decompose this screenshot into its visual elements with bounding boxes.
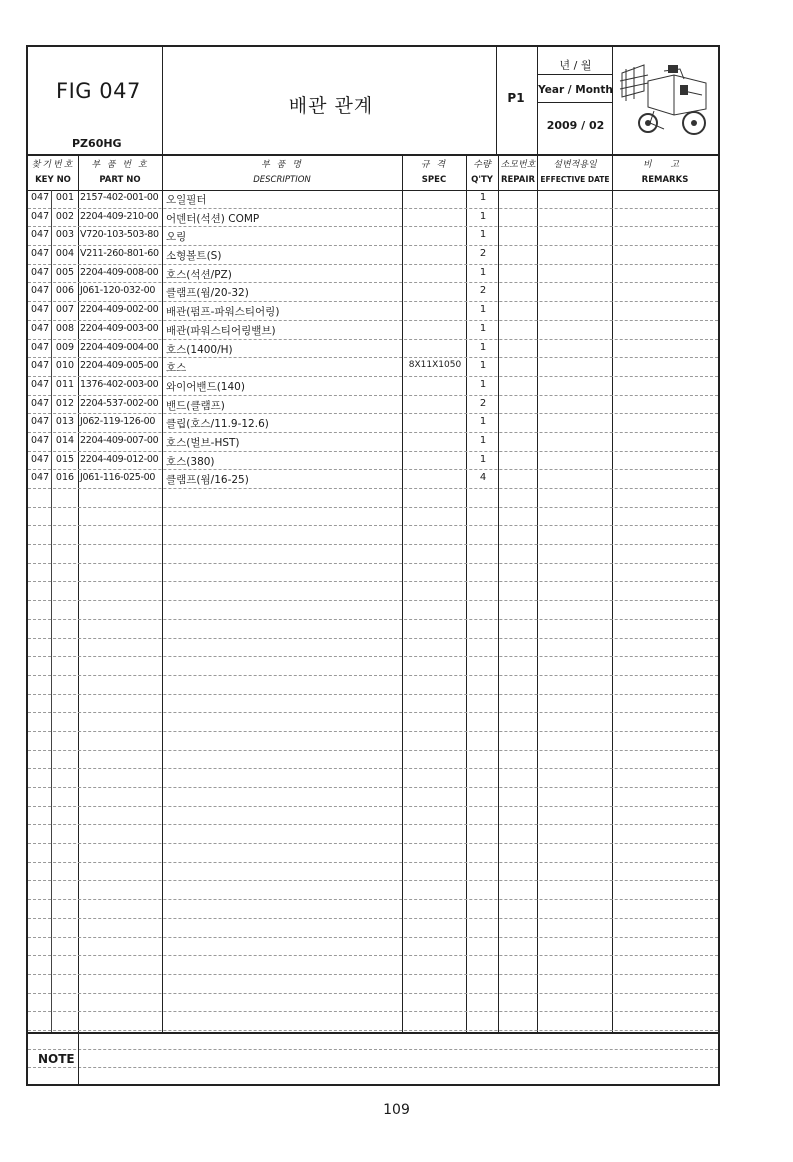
year-month-label-en: Year / Month	[538, 84, 613, 96]
qty-cell: 1	[479, 229, 487, 241]
col-repair-en: REPAIR	[500, 175, 536, 185]
table-row	[28, 452, 718, 471]
table-row	[28, 265, 718, 284]
parts-list-sheet	[26, 45, 720, 1086]
table-row	[28, 209, 718, 228]
col-spec-en: SPEC	[421, 175, 447, 185]
table-row	[28, 582, 718, 601]
spec-cell: 8X11X1050	[408, 360, 462, 371]
description-cell: 호스(380)	[166, 455, 215, 468]
table-row	[28, 919, 718, 938]
description-cell: 배관(파워스티어링밸브)	[166, 324, 276, 337]
description-cell: 밴드(클램프)	[166, 399, 225, 412]
part-no-cell: 2204-409-012-00	[80, 453, 159, 465]
table-row	[28, 564, 718, 583]
col-remarks-ko: 비 고	[642, 160, 688, 170]
table-row	[28, 396, 718, 415]
table-row	[28, 414, 718, 433]
part-no-cell: V720-103-503-80	[80, 229, 159, 241]
part-no-cell: 2204-409-007-00	[80, 434, 159, 446]
key-no-cell: 015	[55, 453, 75, 465]
table-row	[28, 620, 718, 639]
table-row	[28, 470, 718, 489]
key-fig-cell: 047	[31, 285, 50, 297]
table-row	[28, 508, 718, 527]
description-cell: 오일필터	[166, 194, 207, 206]
key-no-cell: 003	[55, 229, 75, 241]
key-fig-cell: 047	[31, 434, 50, 446]
qty-cell: 1	[479, 378, 487, 390]
table-row	[28, 489, 718, 508]
key-fig-cell: 047	[31, 397, 50, 409]
table-row	[28, 788, 718, 807]
key-fig-cell: 047	[31, 341, 50, 353]
key-no-cell: 014	[55, 434, 75, 446]
qty-cell: 1	[479, 266, 487, 278]
description-cell: 어덴터(석션) COMP	[166, 212, 260, 225]
description-cell: 호스(석션/PZ)	[166, 268, 232, 281]
key-fig-cell: 047	[31, 453, 50, 465]
part-no-cell: 2204-537-002-00	[80, 397, 159, 409]
key-fig-cell: 047	[31, 322, 50, 334]
description-cell: 배관(펌프-파워스티어링)	[166, 306, 280, 319]
description-cell: 클립(호스/11.9-12.6)	[166, 418, 269, 431]
qty-cell: 1	[479, 434, 487, 446]
qty-cell: 1	[479, 453, 487, 465]
page-number: 109	[383, 1102, 410, 1118]
key-fig-cell: 047	[31, 378, 50, 390]
key-no-cell: 004	[55, 248, 75, 260]
table-row	[28, 956, 718, 975]
description-cell: 클램프(웜/16-25)	[166, 474, 249, 487]
table-row	[28, 283, 718, 302]
key-fig-cell: 047	[31, 472, 50, 484]
table-row	[28, 732, 718, 751]
table-row	[28, 190, 718, 209]
table-row	[28, 545, 718, 564]
part-no-cell: 2204-409-002-00	[80, 304, 159, 316]
qty-cell: 1	[479, 322, 487, 334]
key-no-cell: 007	[55, 304, 75, 316]
part-no-cell: 2204-409-210-00	[80, 210, 159, 222]
table-row	[28, 769, 718, 788]
table-row	[28, 844, 718, 863]
qty-cell: 4	[479, 472, 487, 484]
table-row	[28, 433, 718, 452]
description-cell: 호스(1400/H)	[166, 343, 233, 356]
qty-cell: 2	[479, 285, 487, 297]
model-name: PZ60HG	[72, 137, 122, 150]
col-key-en: KEY NO	[35, 175, 71, 185]
col-effective-en: EFFECTIVE DATE	[540, 175, 610, 184]
description-cell: 소형볼트(S)	[166, 250, 222, 263]
key-fig-cell: 047	[31, 360, 50, 372]
key-no-cell: 011	[55, 378, 75, 390]
key-fig-cell: 047	[31, 192, 50, 203]
key-no-cell: 006	[55, 285, 75, 297]
col-qty-en: Q'TY	[471, 175, 493, 185]
column-header-row	[28, 154, 718, 191]
col-desc-ko: 부 품 명	[261, 160, 303, 170]
table-row	[28, 881, 718, 900]
table-row	[28, 695, 718, 714]
key-fig-cell: 047	[31, 266, 50, 278]
key-no-cell: 013	[55, 416, 75, 428]
table-row	[28, 601, 718, 620]
part-no-cell: V211-260-801-60	[80, 248, 159, 260]
key-fig-cell: 047	[31, 229, 50, 241]
table-row	[28, 938, 718, 957]
table-row	[28, 900, 718, 919]
qty-cell: 1	[479, 304, 487, 316]
table-row	[28, 526, 718, 545]
col-part-en: PART NO	[99, 175, 141, 185]
part-no-cell: 1376-402-003-00	[80, 378, 159, 390]
part-no-cell: J061-120-032-00	[80, 285, 156, 297]
col-spec-ko: 규 격	[420, 160, 448, 170]
key-no-cell: 005	[55, 266, 75, 278]
table-row	[28, 713, 718, 732]
table-row	[28, 227, 718, 246]
page-label: P1	[507, 91, 525, 105]
table-row	[28, 321, 718, 340]
table-row	[28, 246, 718, 265]
table-row	[28, 302, 718, 321]
table-row	[28, 975, 718, 994]
parts-table-body	[28, 190, 718, 1068]
key-no-cell: 009	[55, 341, 75, 353]
qty-cell: 1	[479, 210, 487, 222]
part-no-cell: 2157-402-001-00	[80, 192, 159, 203]
rice-transplanter-illustration	[614, 51, 716, 149]
table-row	[28, 807, 718, 826]
table-row	[28, 377, 718, 396]
qty-cell: 1	[479, 360, 487, 372]
col-desc-en: DESCRIPTION	[253, 175, 311, 185]
col-qty-ko: 수량	[473, 160, 491, 170]
note-section	[28, 1032, 718, 1086]
table-row	[28, 676, 718, 695]
col-remarks-en: REMARKS	[641, 175, 689, 185]
qty-cell: 1	[479, 341, 487, 353]
col-repair-ko: 소모번호	[500, 160, 536, 170]
table-row	[28, 751, 718, 770]
part-no-cell: 2204-409-003-00	[80, 322, 159, 334]
table-row	[28, 863, 718, 882]
table-row	[28, 358, 718, 377]
part-no-cell: J061-116-025-00	[80, 472, 156, 484]
part-no-cell: J062-119-126-00	[80, 416, 156, 428]
key-fig-cell: 047	[31, 210, 50, 222]
description-cell: 오링	[166, 231, 187, 244]
key-no-cell: 002	[55, 210, 75, 222]
note-label: NOTE	[38, 1052, 75, 1066]
description-cell: 와이어밴드(140)	[166, 380, 245, 393]
col-part-ko: 부 품 번 호	[91, 160, 149, 170]
figure-number: FIG 047	[56, 79, 141, 103]
table-row	[28, 340, 718, 359]
year-month-label-ko: 년 / 월	[559, 59, 592, 72]
table-row	[28, 825, 718, 844]
key-no-cell: 016	[55, 472, 75, 484]
part-no-cell: 2204-409-004-00	[80, 341, 159, 353]
key-fig-cell: 047	[31, 304, 50, 316]
page-title: 배관 관계	[288, 95, 374, 117]
part-no-cell: 2204-409-008-00	[80, 266, 159, 278]
table-row	[28, 657, 718, 676]
key-no-cell: 001	[55, 192, 75, 203]
qty-cell: 1	[479, 192, 487, 203]
sheet-header	[28, 47, 718, 156]
key-no-cell: 012	[55, 397, 75, 409]
key-fig-cell: 047	[31, 416, 50, 428]
key-fig-cell: 047	[31, 248, 50, 260]
key-no-cell: 008	[55, 322, 75, 334]
qty-cell: 1	[479, 416, 487, 428]
table-row	[28, 994, 718, 1013]
part-no-cell: 2204-409-005-00	[80, 360, 159, 372]
col-effective-ko: 설변적용일	[553, 160, 597, 170]
description-cell: 호스	[166, 362, 187, 375]
description-cell: 클램프(웜/20-32)	[166, 287, 249, 300]
col-key-ko: 찾기번호	[31, 160, 75, 170]
qty-cell: 2	[479, 397, 487, 409]
description-cell: 호스(벌브-HST)	[166, 436, 240, 449]
key-no-cell: 010	[55, 360, 75, 372]
table-row	[28, 639, 718, 658]
issue-date: 2009 / 02	[546, 119, 605, 132]
table-row	[28, 1012, 718, 1031]
qty-cell: 2	[479, 248, 487, 260]
